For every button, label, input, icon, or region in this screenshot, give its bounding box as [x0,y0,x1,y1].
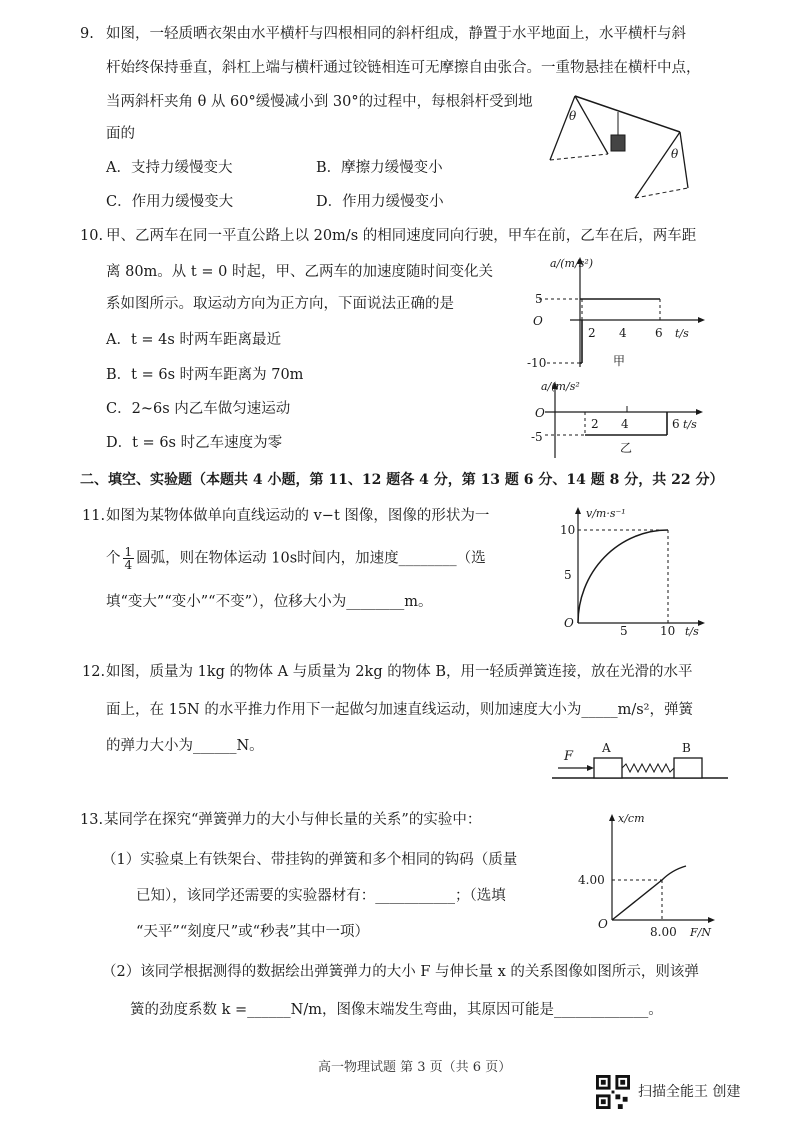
q9-number: 9. [80,26,94,42]
chart-v-t-arc [550,505,710,640]
svg-text:5: 5 [535,292,543,306]
svg-text:4.00: 4.00 [578,873,605,887]
q10-text-line1: 甲、乙两车在同一平直公路上以 20m/s 的相同速度同向行驶，甲车在前，乙车在后，两车距 [106,228,697,244]
svg-text:6: 6 [672,417,680,431]
svg-text:a/(m/s²: a/(m/s² [541,380,580,393]
q10-option-a: A．t = 4s 时两车距离最近 [106,332,281,348]
chart-x-vs-f [572,812,722,942]
q10-option-d: D．t = 6s 时乙车速度为零 [106,435,283,451]
spring-blocks-figure [550,740,730,785]
svg-text:6: 6 [655,326,663,340]
svg-text:4: 4 [619,326,627,340]
qr-code-icon [596,1075,630,1109]
svg-text:-5: -5 [531,430,543,444]
svg-text:8.00: 8.00 [650,925,677,939]
q11-number: 11. [82,508,106,524]
chart-jia-acceleration [525,255,710,370]
q9-option-d: D．作用力缓慢变小 [316,194,444,210]
q10-option-c: C．2~6s 内乙车做匀速运动 [106,401,291,417]
block-a [594,758,622,778]
q9-option-b: B．摩擦力缓慢变小 [316,160,443,176]
q12-number: 12. [82,664,106,680]
q9-text-line4: 面的 [106,126,135,142]
svg-text:10: 10 [660,624,676,638]
q9-text-line2: 杆始终保持垂直，斜杠上端与横杆通过铰链相连可无摩擦自由张合。一重物悬挂在横杆中点， [106,60,701,76]
q12-text-line2: 面上，在 15N 的水平推力作用下一起做匀加速直线运动，则加速度大小为_____m/s²，弹簧 [106,702,693,718]
q13-number: 13. [80,812,104,828]
angle-label-right: θ [671,147,679,161]
svg-text:A: A [602,741,611,755]
q13-part1-line1: （1）实验桌上有铁架台、带挂钩的弹簧和多个相同的钩码（质量 [102,852,518,868]
svg-text:2: 2 [591,417,599,431]
svg-text:x/cm: x/cm [618,812,645,825]
q11-text-line3: 填“变大”“变小”“不变”），位移大小为________m。 [106,594,433,610]
svg-text:O: O [598,917,608,931]
q9-option-a: A．支持力缓慢变大 [106,160,233,176]
svg-text:a/(m/s²): a/(m/s²) [550,257,594,270]
q11-text-line1: 如图为某物体做单向直线运动的 v−t 图像，图像的形状为一 [106,508,490,524]
svg-text:t/s: t/s [675,327,689,340]
q13-part1-line3: “天平”“刻度尺”或“秒表”其中一项） [136,924,369,940]
q10-text-line2: 离 80m。从 t = 0 时起，甲、乙两车的加速度随时间变化关 [106,264,493,280]
q13-part2-line2: 簧的劲度系数 k =______N/m，图像末端发生弯曲，其原因可能是_____________。 [130,1002,663,1018]
svg-text:5: 5 [564,568,572,582]
angle-label-left: θ [569,109,577,123]
scanner-watermark: 扫描全能王 创建 [638,1084,741,1100]
svg-text:2: 2 [588,326,596,340]
svg-text:t/s: t/s [683,418,697,431]
svg-text:-10: -10 [527,356,547,370]
page-footer: 高一物理试题 第 3 页（共 6 页） [318,1060,512,1075]
block-b [674,758,702,778]
q10-text-line3: 系如图所示。取运动方向为正方向，下面说法正确的是 [106,296,454,312]
svg-text:4: 4 [621,417,629,431]
q11-text-line2: 个 $\frac{1}{4}$ 圆弧，则在物体运动 10s时间内，加速度________（选 [106,545,486,572]
q9-text-line3: 当两斜杆夹角 θ 从 60°缓慢减小到 30°的过程中，每根斜杆受到地 [106,94,533,110]
q13-part1-line2: 已知），该同学还需要的实验器材有：___________；（选填 [136,888,506,904]
clothes-rack-figure [540,88,700,203]
svg-text:t/s: t/s [685,625,699,638]
quarter-fraction: $\frac{1}{4}$ [124,545,133,572]
q10-option-b: B．t = 6s 时两车距离为 70m [106,367,304,383]
section-2-heading: 二、填空、实验题（本题共 4 小题，第 11、12 题各 4 分，第 13 题 6 分、14 题 8 分，共 22 分） [80,472,724,488]
weight-block [611,135,625,151]
svg-text:5: 5 [620,624,628,638]
q13-text-line1: 某同学在探究“弹簧弹力的大小与伸长量的关系”的实验中： [104,812,482,828]
q12-text-line1: 如图，质量为 1kg 的物体 A 与质量为 2kg 的物体 B，用一轻质弹簧连接，放在光滑的水平 [106,664,693,680]
q9-text-line1: 如图，一轻质晒衣架由水平横杆与四根相同的斜杆组成，静置于水平地面上，水平横杆与斜 [106,26,686,42]
svg-text:v/m·s⁻¹: v/m·s⁻¹ [586,507,626,520]
svg-text:O: O [533,314,543,328]
svg-text:F: F [564,749,574,764]
svg-text:O: O [564,616,574,630]
svg-text:10: 10 [560,523,576,537]
svg-text:乙: 乙 [620,441,633,455]
q9-option-c: C．作用力缓慢变大 [106,194,234,210]
q10-number: 10. [80,228,104,244]
chart-yi-acceleration [525,380,710,460]
q13-part2-line1: （2）该同学根据测得的数据绘出弹簧弹力的大小 F 与伸长量 x 的关系图像如图所示，则该弹 [102,964,699,980]
svg-text:B: B [682,741,691,755]
svg-text:O: O [535,406,545,420]
svg-text:F/N: F/N [690,926,711,939]
svg-text:甲: 甲 [613,354,626,368]
q12-text-line3: 的弹力大小为______N。 [106,738,264,754]
